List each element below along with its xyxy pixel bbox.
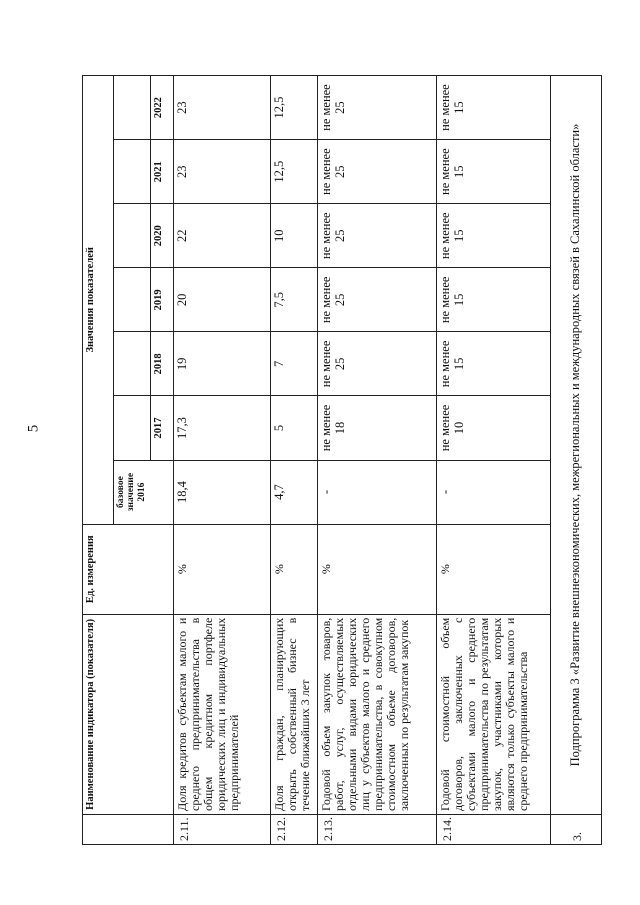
value-cell: не менее 25 [318, 76, 437, 140]
indicators-table [82, 75, 602, 845]
subprogram-number: 3. [551, 814, 602, 844]
header-year: 2020 [151, 204, 174, 268]
value-cell: не менее 25 [318, 204, 437, 268]
header-unit: Ед. измерения [83, 524, 174, 614]
header-row-group [83, 76, 114, 845]
header-year-blank [114, 76, 151, 140]
value-cell: 12,5 [271, 76, 318, 140]
header-year-blank [114, 268, 151, 332]
page-number: 5 [25, 424, 42, 433]
value-cell: 19 [174, 332, 271, 396]
row-number: 2.14. [437, 814, 551, 844]
header-year-blank [114, 204, 151, 268]
value-cell: не менее 15 [437, 76, 551, 140]
value-cell: не менее 15 [437, 268, 551, 332]
value-cell: не менее 15 [437, 140, 551, 204]
header-year: 2017 [151, 396, 174, 460]
header-values-group: Значения показателей [83, 76, 114, 525]
value-cell: 10 [271, 204, 318, 268]
value-cell: не менее 18 [318, 396, 437, 460]
unit-cell: % [318, 524, 437, 614]
indicator-name: Доля граждан, планирующих открыть собственный бизнес в течение ближайших 3 лет [271, 614, 318, 814]
header-indicator-name: Наименование индикатора (показателя) [83, 614, 174, 814]
header-year: 2018 [151, 332, 174, 396]
unit-cell: % [174, 524, 271, 614]
header-number [83, 814, 174, 844]
value-cell: не менее 15 [437, 332, 551, 396]
indicator-name: Доля кредитов субъектам малого и среднего предпринимательства в общем кредитном портфеле юридических лиц и индивидуальных предпринимателей [174, 614, 271, 814]
indicator-name: Годовой объем закупок товаров, работ, услуг, осуществляемых отдельными видами юридических лиц у субъектов малого и среднего предпринимательства, в совокупном стоимостном объеме договоров, заключенных по результатам закупок [318, 614, 437, 814]
rotated-page-content [82, 75, 587, 845]
header-year: 2019 [151, 268, 174, 332]
header-year: 2021 [151, 140, 174, 204]
row-number: 2.12. [271, 814, 318, 844]
value-cell: не менее 10 [437, 396, 551, 460]
value-cell: 18,4 [174, 460, 271, 524]
table-container [82, 75, 587, 845]
value-cell: 5 [271, 396, 318, 460]
row-number: 2.13. [318, 814, 437, 844]
value-cell: 23 [174, 76, 271, 140]
header-year-blank [114, 396, 151, 460]
value-cell: - [437, 460, 551, 524]
value-cell: 17,3 [174, 396, 271, 460]
header-year: 2022 [151, 76, 174, 140]
value-cell: 23 [174, 140, 271, 204]
indicator-name: Годовой стоимостной объем договоров, заключенных с субъектами малого и среднего предпринимательства по результатам закупок, участниками которых являются только субъекты малого и среднего предпринимательства [437, 614, 551, 814]
value-cell: 7 [271, 332, 318, 396]
table-row [271, 76, 318, 845]
value-cell: 12,5 [271, 140, 318, 204]
value-cell: не менее 25 [318, 268, 437, 332]
table-row [174, 76, 271, 845]
value-cell: не менее 25 [318, 140, 437, 204]
row-number: 2.11. [174, 814, 271, 844]
header-year-blank [114, 332, 151, 396]
subprogram-title: Подпрограмма 3 «Развитие внешнеэкономических, межрегиональных и международных связей в Сахалинской области» [551, 76, 602, 815]
value-cell: - [318, 460, 437, 524]
table-row [437, 76, 551, 845]
value-cell: не менее 25 [318, 332, 437, 396]
header-base-value: базовое значение 2016 [114, 460, 174, 524]
value-cell: 20 [174, 268, 271, 332]
value-cell: не менее 15 [437, 204, 551, 268]
unit-cell: % [437, 524, 551, 614]
value-cell: 22 [174, 204, 271, 268]
unit-cell: % [271, 524, 318, 614]
subprogram-row [551, 76, 602, 845]
header-year-blank [114, 140, 151, 204]
value-cell: 4,7 [271, 460, 318, 524]
table-row [318, 76, 437, 845]
value-cell: 7,5 [271, 268, 318, 332]
